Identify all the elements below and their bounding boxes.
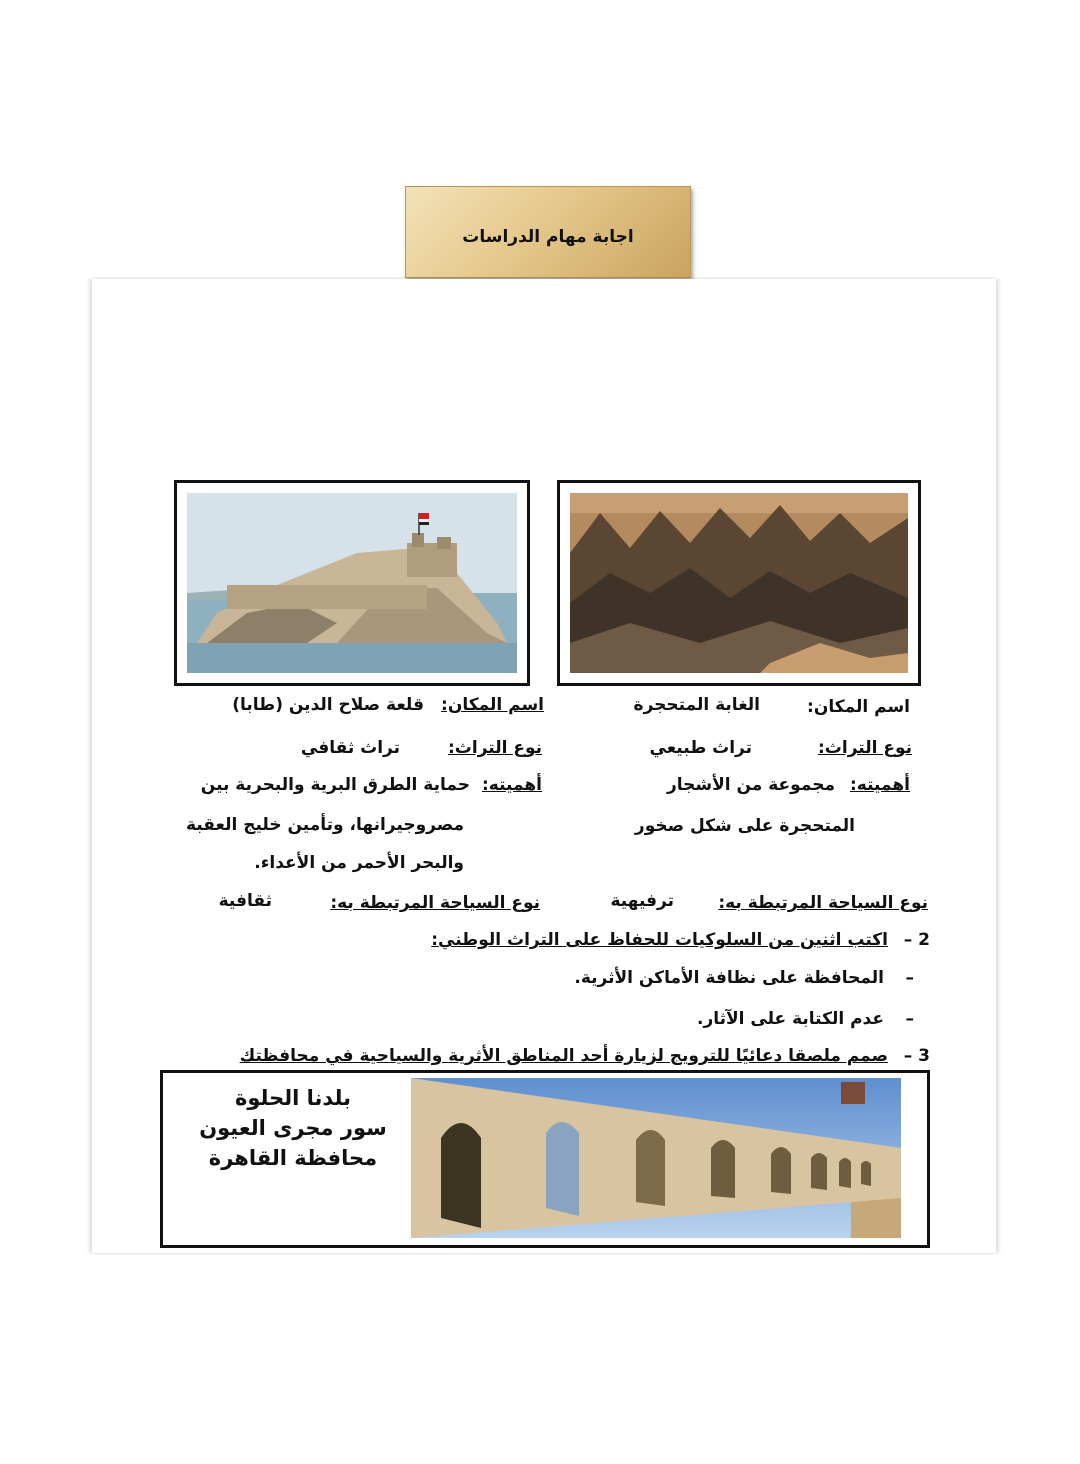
question-2-text: اكتب اثنين من السلوكيات للحفاظ على التراث الوطني: xyxy=(431,930,888,950)
left-importance-line-1: حماية الطرق البرية والبحرية بين xyxy=(200,775,470,795)
petrified-forest-photo xyxy=(557,480,921,686)
right-name-label: اسم المكان: xyxy=(807,697,910,717)
aqueduct-image xyxy=(411,1078,901,1238)
right-importance-line-1: مجموعة من الأشجار xyxy=(666,775,835,795)
left-name-value: قلعة صلاح الدين (طابا) xyxy=(232,695,424,715)
poster-line-3: محافظة القاهرة xyxy=(208,1146,378,1170)
right-name-value: الغابة المتحجرة xyxy=(633,695,760,715)
salah-el-din-citadel-image xyxy=(187,493,517,673)
poster-line-2: سور مجرى العيون xyxy=(199,1116,387,1140)
question-2-answer-1: المحافظة على نظافة الأماكن الأثرية. xyxy=(574,968,884,988)
left-importance-line-2: مصروجيرانها، وتأمين خليج العقبة xyxy=(186,815,464,835)
left-name-label: اسم المكان: xyxy=(441,695,544,715)
left-tourism-value: ثقافية xyxy=(218,891,272,911)
left-importance-line-3: والبحر الأحمر من الأعداء. xyxy=(254,853,464,873)
left-type-value: تراث ثقافي xyxy=(300,738,400,758)
petrified-forest-image xyxy=(570,493,908,673)
question-3-text: صمم ملصقا دعائيًا للترويج لزيارة أحد المناطق الأثرية والسياحية في محافظتك xyxy=(239,1046,888,1066)
answer-dash-2: – xyxy=(905,1009,914,1029)
left-tourism-label: نوع السياحة المرتبطة به: xyxy=(330,893,540,913)
answer-dash-1: – xyxy=(905,968,914,988)
ministry-logo-icon xyxy=(841,1082,865,1104)
question-2-answer-2: عدم الكتابة على الآثار. xyxy=(696,1009,884,1029)
right-type-label: نوع التراث: xyxy=(817,738,912,758)
left-importance-label: أهميته: xyxy=(482,775,542,795)
left-type-label: نوع التراث: xyxy=(447,738,542,758)
cropped-text-line xyxy=(180,1247,950,1255)
poster-line-1: بلدنا الحلوة xyxy=(234,1086,352,1110)
cropped-text-fragment xyxy=(180,1254,950,1255)
right-importance-line-2: المتحجرة على شكل صخور xyxy=(634,816,855,836)
question-3-number: 3 – xyxy=(903,1046,930,1066)
question-2-number: 2 – xyxy=(903,930,930,950)
right-tourism-value: ترفيهية xyxy=(610,891,674,911)
poster-caption xyxy=(183,1083,403,1173)
right-importance-label: أهميته: xyxy=(850,775,910,795)
promo-poster xyxy=(160,1070,930,1248)
fortress-photo xyxy=(174,480,530,686)
right-type-value: تراث طبيعي xyxy=(649,738,752,758)
page-title: اجابة مهام الدراسات xyxy=(462,227,634,247)
right-tourism-label: نوع السياحة المرتبطة به: xyxy=(718,893,928,913)
title-banner xyxy=(405,186,691,278)
